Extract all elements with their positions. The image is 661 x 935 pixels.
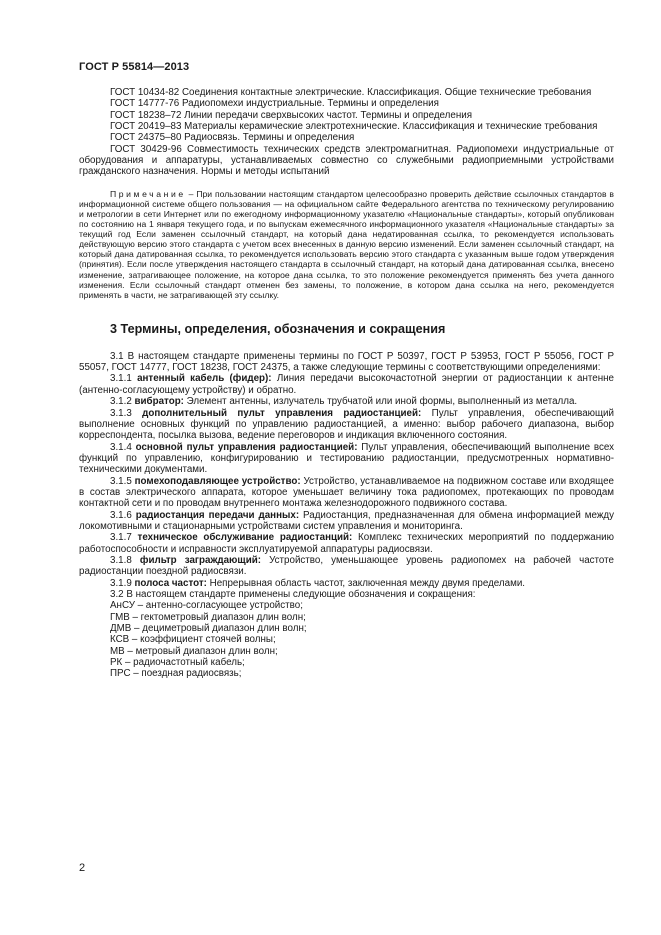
definition-item xyxy=(79,476,614,510)
note-text: – При пользовании настоящим стандартом целесообразно проверить действие ссылочных стандартов в информационной системе общего пользования — на официальном сайте Федерального агентства по техническому регулированию и метрологии в сети Интернет или по ежегодному информационному указателю «Национальные стандарты», который опубликован по состоянию на 1 января текущего года, и по выпускам ежемесячного информационного указателя «Национальные стандарты» за текущий год Если заменен ссылочный стандарт, на который дана недатированная ссылка, то рекомендуется использовать действующую версию этого стандарта с учетом всех внесенных в данную версию изменений. Если заменен ссылочный стандарт, на который дана датированная ссылка, то рекомендуется использовать версию этого стандарта с указанным выше годом утверждения (принятия). Если после утверждения настоящего стандарта в ссылочный стандарт, на который дана датированная ссылка, внесено изменение, затрагивающее положение, на которое дана ссылка, то это положение рекомендуется применять без учета данного изменения. Если ссылочный стандарт отменен без замены, то положение, в котором дана ссылка на него, рекомендуется применять в части, не затрагивающей эту ссылку. xyxy=(79,188,614,300)
definition-text: Элемент антенны, излучатель трубчатой или иной формы, выполненный из металла. xyxy=(183,396,578,408)
definition-item xyxy=(79,373,614,396)
definition-item xyxy=(79,510,614,533)
definition-number: 3.1.6 xyxy=(110,509,136,521)
definition-term: дополнительный пульт управления радиостанцией: xyxy=(142,407,422,419)
page-number: 2 xyxy=(79,862,86,874)
definition-number: 3.1.3 xyxy=(110,407,143,419)
definition-item xyxy=(79,442,614,476)
definition-number: 3.1.4 xyxy=(110,441,136,453)
definition-term: антенный кабель (фидер): xyxy=(137,373,272,385)
definition-term: вибратор: xyxy=(134,396,184,408)
definition-number: 3.1.1 xyxy=(110,373,138,385)
definition-item xyxy=(79,578,614,589)
definition-term: радиостанция передачи данных: xyxy=(135,509,300,521)
definition-text: Пульт управления, обеспечивающий выполнение основных функций по управлению радиостанцией, а именно: выбор рабочего диапазона, выбор корреспондента, посылка вызова, ведение переговоров и индикация включенного состояния. xyxy=(79,407,614,442)
definition-term: помехоподавляющее устройство: xyxy=(134,475,301,487)
definition-text: Устройство, уменьшающее уровень радиопомех на рабочей частоте радиостанции поездной радиосвязи. xyxy=(79,554,614,578)
abbreviation-item: КСВ – коэффициент стоячей волны; xyxy=(110,634,276,646)
page-content xyxy=(79,87,614,680)
definition-term: фильтр заграждающий: xyxy=(139,554,261,566)
abbreviations-intro: 3.2 В настоящем стандарте применены следующие обозначения и сокращения: xyxy=(110,589,476,600)
definition-text: Непрерывная область частот, заключенная между двумя пределами. xyxy=(206,577,526,589)
abbreviation-item: МВ – метровый диапазон длин волн; xyxy=(110,645,278,657)
abbreviation-item: ПРС – поездная радиосвязь; xyxy=(110,668,242,680)
definition-item xyxy=(79,555,614,578)
abbreviation-item: ДМВ – дециметровый диапазон длин волн; xyxy=(110,623,307,635)
abbreviations-list xyxy=(79,600,614,679)
definition-text: Комплекс технических мероприятий по поддержанию работоспособности и исправности эксплуатируемой аппаратуры радиосвязи. xyxy=(79,532,614,555)
reference-item: ГОСТ 24375–80 Радиосвязь. Термины и определения xyxy=(110,132,355,144)
definition-term: техническое обслуживание радиостанций: xyxy=(137,532,353,544)
definitions-list xyxy=(79,351,614,601)
definition-number: 3.1.5 xyxy=(110,475,135,487)
normative-references xyxy=(79,87,614,178)
definition-number: 3.1.8 xyxy=(110,554,140,566)
definition-number: 3.1.2 xyxy=(110,396,135,408)
definition-item xyxy=(79,396,614,407)
definition-number: 3.1.9 xyxy=(110,577,135,589)
definition-text: Линия передачи высокочастотной энергии от радиостанции к антенне (антенно-согласующему устройству) и обратно. xyxy=(79,373,614,396)
section-title: 3 Термины, определения, обозначения и сокращения xyxy=(110,321,446,336)
abbreviation-item: ГМВ – гектометровый диапазон длин волн; xyxy=(110,611,306,623)
reference-item: ГОСТ 20419–83 Материалы керамические электротехнические. Классификация и технические требования xyxy=(110,121,598,133)
document-header: ГОСТ Р 55814—2013 xyxy=(79,61,190,73)
definition-text: Устройство, устанавливаемое на подвижном составе или входящее в состав электрического аппарата, которое уменьшает величину тока радиопомех, протекающих по проводам контактной сети и по проводам внутреннего монтажа железнодорожного подвижного состава. xyxy=(79,475,614,510)
definition-term: основной пульт управления радиостанцией: xyxy=(135,441,358,453)
reference-item: ГОСТ 30429-96 Совместимость технических средств электромагнитная. Радиопомехи индустриальные от оборудования и аппаратуры, устанавливаемых совместно со служебными радиоприемными устройствами гражданского назначения. Нормы и методы испытаний xyxy=(79,143,614,178)
definition-item xyxy=(79,532,614,555)
definition-term: полоса частот: xyxy=(134,577,207,589)
abbreviation-item: АнСУ – антенно-согласующее устройство; xyxy=(110,600,303,612)
reference-item: ГОСТ 18238–72 Линии передачи сверхвысоких частот. Термины и определения xyxy=(110,109,473,121)
definition-item xyxy=(79,408,614,442)
note-label: Примечание xyxy=(110,188,186,199)
reference-item: ГОСТ 10434-82 Соединения контактные электрические. Классификация. Общие технические требования xyxy=(110,87,592,98)
note-paragraph xyxy=(79,189,614,300)
definition-text: Радиостанция, предназначенная для обмена информацией между локомотивными и стационарными устройствами систем управления и мониторинга. xyxy=(79,509,615,532)
abbreviation-item: РК – радиочастотный кабель; xyxy=(110,657,245,669)
reference-item: ГОСТ 14777-76 Радиопомехи индустриальные. Термины и определения xyxy=(110,98,439,110)
note-block xyxy=(79,189,614,300)
definition-text: Пульт управления, обеспечивающий выполнение всех функций по управлению, конфигурированию и тестированию радиостанции, предусмотренных нормативно-техническими документами. xyxy=(79,441,614,476)
definition-number: 3.1.7 xyxy=(110,532,138,544)
intro-paragraph: 3.1 В настоящем стандарте применены термины по ГОСТ Р 50397, ГОСТ Р 53953, ГОСТ Р 55056, ГОСТ Р 55057, ГОСТ 14777, ГОСТ 18238, ГОСТ 24375, а также следующие термины с соответствующими определениями: xyxy=(79,350,614,374)
